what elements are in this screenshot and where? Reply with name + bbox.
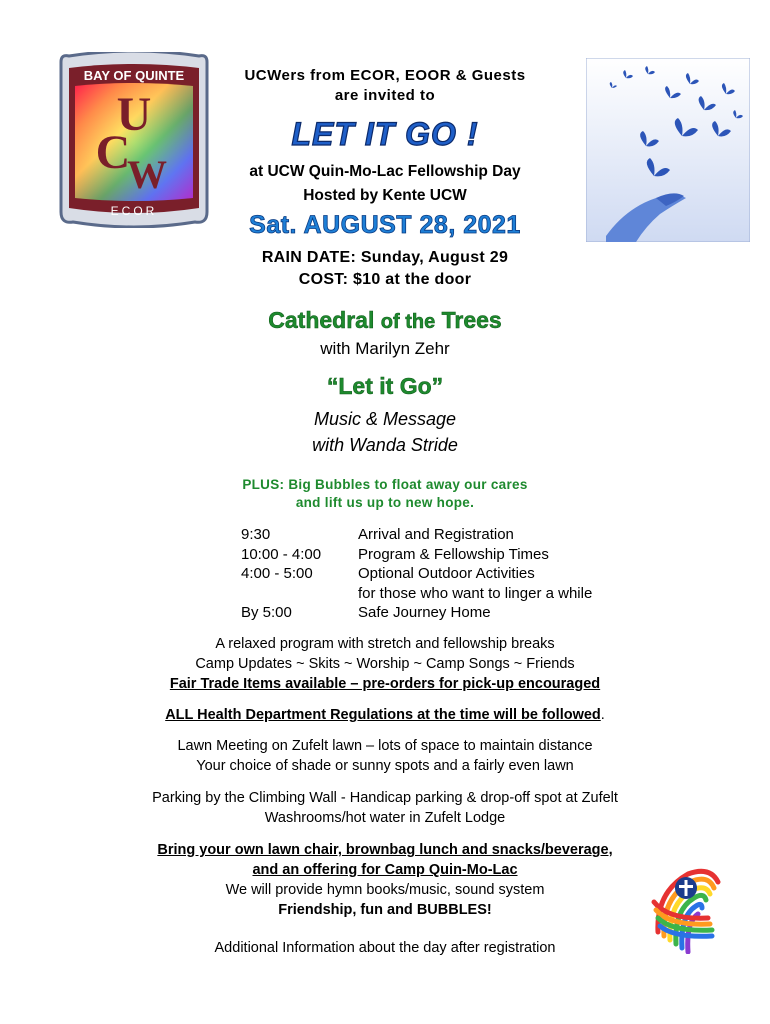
event-title: LET IT GO ! [291, 116, 479, 152]
logo-letter-u: U [116, 88, 152, 141]
invite-line-1: UCWers from ECOR, EOOR & Guests [244, 67, 526, 84]
info-line-offering: and an offering for Camp Quin-Mo-Lac [252, 862, 518, 878]
info-line-lawn: Lawn Meeting on Zufelt lawn – lots of space to maintain distance [177, 738, 593, 754]
schedule-row: 9:30 Arrival and Registration [241, 526, 514, 543]
invite-line-2: are invited to [334, 87, 436, 104]
info-line-relaxed: A relaxed program with stretch and fellowship breaks [215, 636, 555, 652]
plus-line-2: and lift us up to new hope. [295, 495, 475, 510]
info-line-shade: Your choice of shade or sunny spots and a fairly even lawn [196, 758, 574, 774]
info-line-fair-trade: Fair Trade Items available – pre-orders for pick-up encouraged [169, 676, 601, 692]
info-line-camp-updates: Camp Updates ~ Skits ~ Worship ~ Camp Songs ~ Friends [195, 656, 575, 672]
session-1-speaker: with Marilyn Zehr [320, 339, 450, 358]
info-line-health: ALL Health Department Regulations at the time will be followed. [165, 707, 605, 723]
hosted-by-line: Hosted by Kente UCW [303, 187, 467, 204]
info-line-additional: Additional Information about the day after registration [214, 940, 556, 956]
fellowship-day-line: at UCW Quin-Mo-Lac Fellowship Day [249, 163, 521, 180]
info-line-bring: Bring your own lawn chair, brownbag lunch and snacks/beverage, [157, 842, 613, 858]
schedule [241, 525, 641, 623]
info-line-washrooms: Washrooms/hot water in Zufelt Lodge [264, 810, 506, 826]
rainbow-cross-emblem-image [648, 862, 722, 954]
logo-letter-w: W [127, 152, 167, 197]
schedule-row: 10:00 - 4:00 Program & Fellowship Times [241, 545, 549, 563]
session-2-line-2: with Wanda Stride [312, 435, 458, 455]
cost: COST: $10 at the door [298, 271, 472, 288]
schedule-row: By 5:00 Safe Journey Home [241, 604, 491, 621]
session-1-title: Cathedral of the Trees [268, 307, 502, 333]
session-2-line-1: Music & Message [313, 409, 457, 429]
info-line-friendship: Friendship, fun and BUBBLES! [278, 902, 492, 918]
info-line-parking: Parking by the Climbing Wall - Handicap parking & drop-off spot at Zufelt [152, 790, 618, 806]
logo-bottom-text: ECOR [110, 204, 158, 218]
event-date: Sat. AUGUST 28, 2021 [249, 211, 521, 239]
session-2-title: “Let it Go” [326, 373, 444, 399]
rain-date: RAIN DATE: Sunday, August 29 [261, 249, 509, 266]
plus-line-1: PLUS: Big Bubbles to float away our cares [242, 477, 528, 492]
schedule-row: 4:00 - 5:00 Optional Outdoor Activities [241, 565, 535, 582]
logo-letter-c: C [95, 126, 131, 179]
info-line-provide: We will provide hymn books/music, sound system [225, 882, 545, 898]
logo-top-text: BAY OF QUINTE [83, 68, 185, 83]
schedule-row: for those who want to linger a while [358, 584, 593, 602]
